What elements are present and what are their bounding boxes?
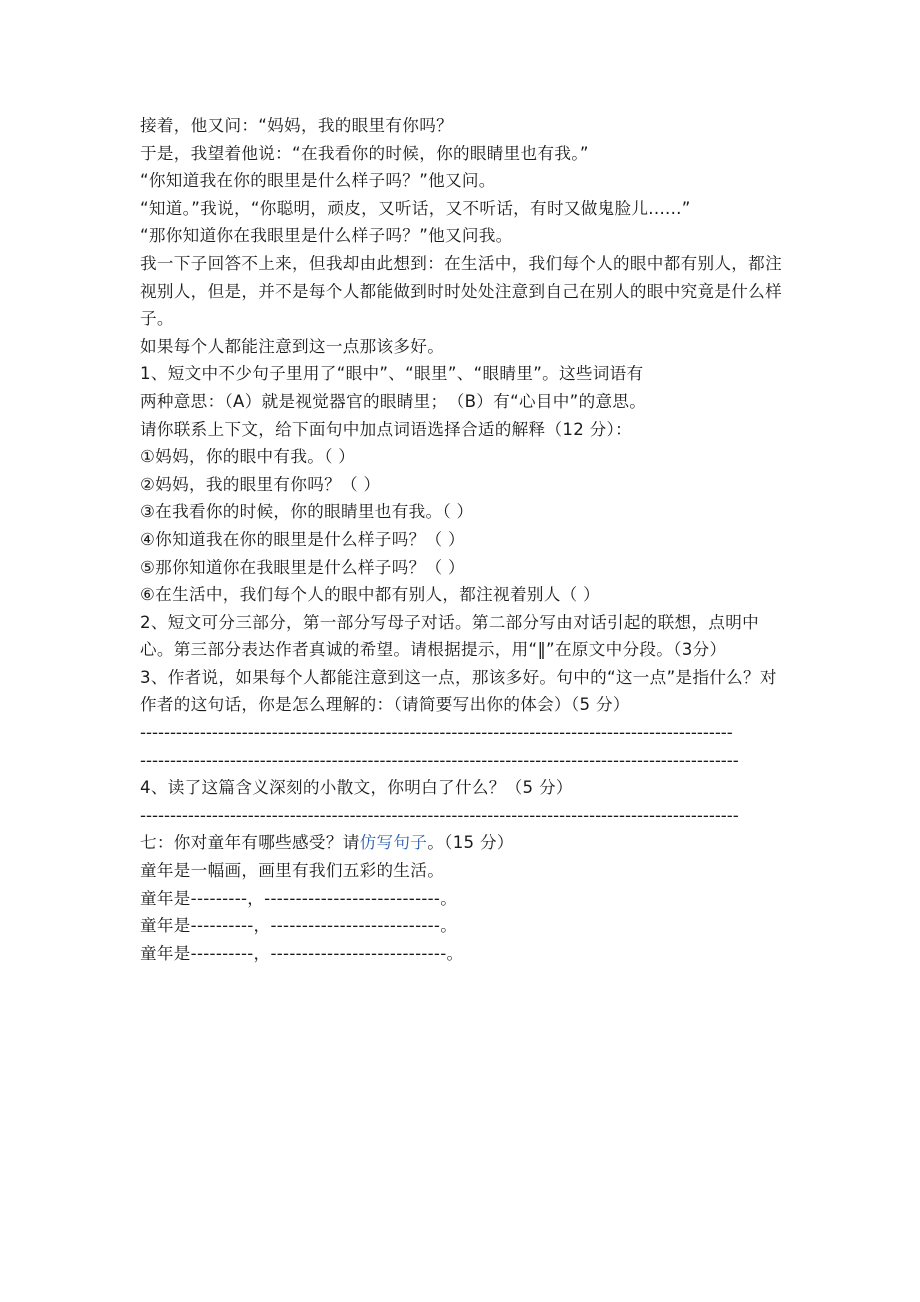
document-page: [140, 112, 790, 967]
passage-line-2: 于是，我望着他说：“在我看你的时候，你的眼睛里也有我。”: [140, 143, 589, 163]
passage-line-1: 接着，他又问：“妈妈，我的眼里有你吗？: [140, 116, 453, 135]
q1-item-1: ①妈妈，你的眼中有我。（ ）: [140, 447, 356, 467]
q1-item-3: ③在我看你的时候，你的眼睛里也有我。（ ）: [140, 502, 474, 522]
q4-text: 4、读了这篇含义深刻的小散文，你明白了什么？（5 分）: [140, 778, 573, 798]
q1-stem-line-2: 两种意思：（A）就是视觉器官的眼睛里； （B）有“心目中”的意思。: [140, 391, 647, 411]
q3-text: 3、作者说，如果每个人都能注意到这一点，那该多好。句中的“这一点”是指什么？对作者的这句话，你是怎么理解的：（请简要写出你的体会）（5 分）: [140, 667, 777, 715]
passage-line-7: 如果每个人都能注意到这一点那该多好。: [140, 336, 445, 356]
q1-instruction: 请你联系上下文，给下面句中加点词语选择合适的解释（12 分）：: [140, 419, 633, 439]
q1-item-2: ②妈妈，我的眼里有你吗？（ ）: [140, 474, 381, 494]
passage-line-3: “你知道我在你的眼里是什么样子吗？”他又问。: [140, 171, 496, 191]
q7-example: 童年是一幅画，画里有我们五彩的生活。: [140, 861, 445, 881]
q1-item-4: ④你知道我在你的眼里是什么样子吗？（ ）: [140, 529, 465, 549]
q7-prefix: 七：你对童年有哪些感受？请: [140, 833, 360, 853]
passage-line-4: “知道。”我说，“你聪明，顽皮，又听话，又不听话，有时又做鬼脸儿......”: [140, 198, 691, 218]
q1-item-5: ⑤那你知道你在我眼里是什么样子吗？（ ）: [140, 557, 465, 577]
q1-stem-line-1: 1、短文中不少句子里用了“眼中”、“眼里”、“眼睛里”。这些词语有: [140, 364, 644, 384]
imitation-writing-link[interactable]: 仿写句子: [359, 833, 428, 853]
q1-item-6: ⑥在生活中，我们每个人的眼中都有别人，都注视着别人（ ）: [140, 585, 600, 605]
q7-heading: [140, 829, 790, 857]
q2-text: 2、短文可分三部分，第一部分写母子对话。第二部分写由对话引起的联想，点明中心。第三部分表达作者真诚的希望。请根据提示，用“‖”在原文中分段。（3分）: [140, 612, 760, 660]
answer-line-2[interactable]: ----------------------------------------------------------------------------------------------------: [140, 750, 739, 770]
q7-blank-3[interactable]: 童年是----------，----------------------------。: [140, 943, 464, 963]
passage-paragraph-reflection: 我一下子回答不上来，但我却由此想到：在生活中，我们每个人的眼中都有别人，都注视别人，但是，并不是每个人都能做到时时处处注意到自己在别人的眼中究竟是什么样子。: [140, 253, 782, 329]
q7-blank-1[interactable]: 童年是---------，----------------------------。: [140, 888, 458, 908]
q7-blank-2[interactable]: 童年是----------，---------------------------。: [140, 916, 458, 936]
answer-line-3[interactable]: ----------------------------------------------------------------------------------------------------: [140, 805, 739, 825]
passage-line-5: “那你知道你在我眼里是什么样子吗？”他又问我。: [140, 226, 513, 246]
q7-suffix: 。（15 分）: [427, 833, 514, 853]
answer-line-1[interactable]: ---------------------------------------------------------------------------------------------------: [140, 723, 733, 743]
